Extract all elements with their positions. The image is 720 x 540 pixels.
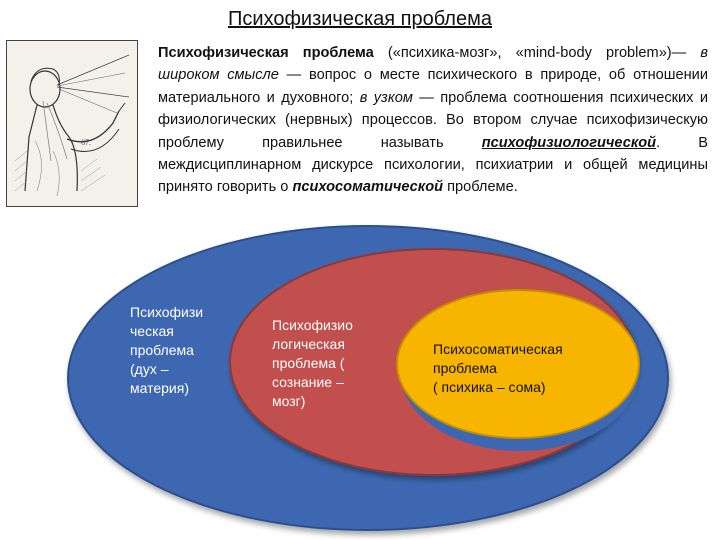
- inner-ellipse-label: Психосоматическая проблема ( психика – сома): [433, 341, 563, 395]
- page-title: Психофизическая проблема: [228, 8, 492, 30]
- broad-sense: в широком смысле: [158, 45, 708, 84]
- broad-text: — вопрос о месте психического в природе, об отношении материального и духовного;: [158, 67, 708, 106]
- middle-ellipse-label: Психофизио логическая проблема ( сознание – мозг): [272, 317, 353, 409]
- figure-number: 67.: [81, 138, 91, 147]
- lead-rest: («психика-мозг», «mind-body problem»)—: [373, 45, 701, 61]
- end-text: проблеме.: [443, 179, 518, 196]
- narrow-text: — проблема соотношения психических и физиологических (нервных) процессов. Во втором случае психофизическую проблему правильнее называть: [158, 89, 708, 151]
- term-psychophysiological: психофизиологической: [481, 134, 657, 151]
- middle-text: . В междисциплинарном дискурсе психологии, психиатрии и общей медицины принято говорить о: [158, 134, 709, 196]
- outer-ellipse-label: Психофизи ческая проблема (дух – материя): [130, 304, 204, 396]
- term-psychosomatic: психосоматической: [292, 179, 444, 196]
- narrow-sense: в узком: [359, 89, 413, 106]
- lead-term: Психофизическая проблема: [158, 45, 374, 61]
